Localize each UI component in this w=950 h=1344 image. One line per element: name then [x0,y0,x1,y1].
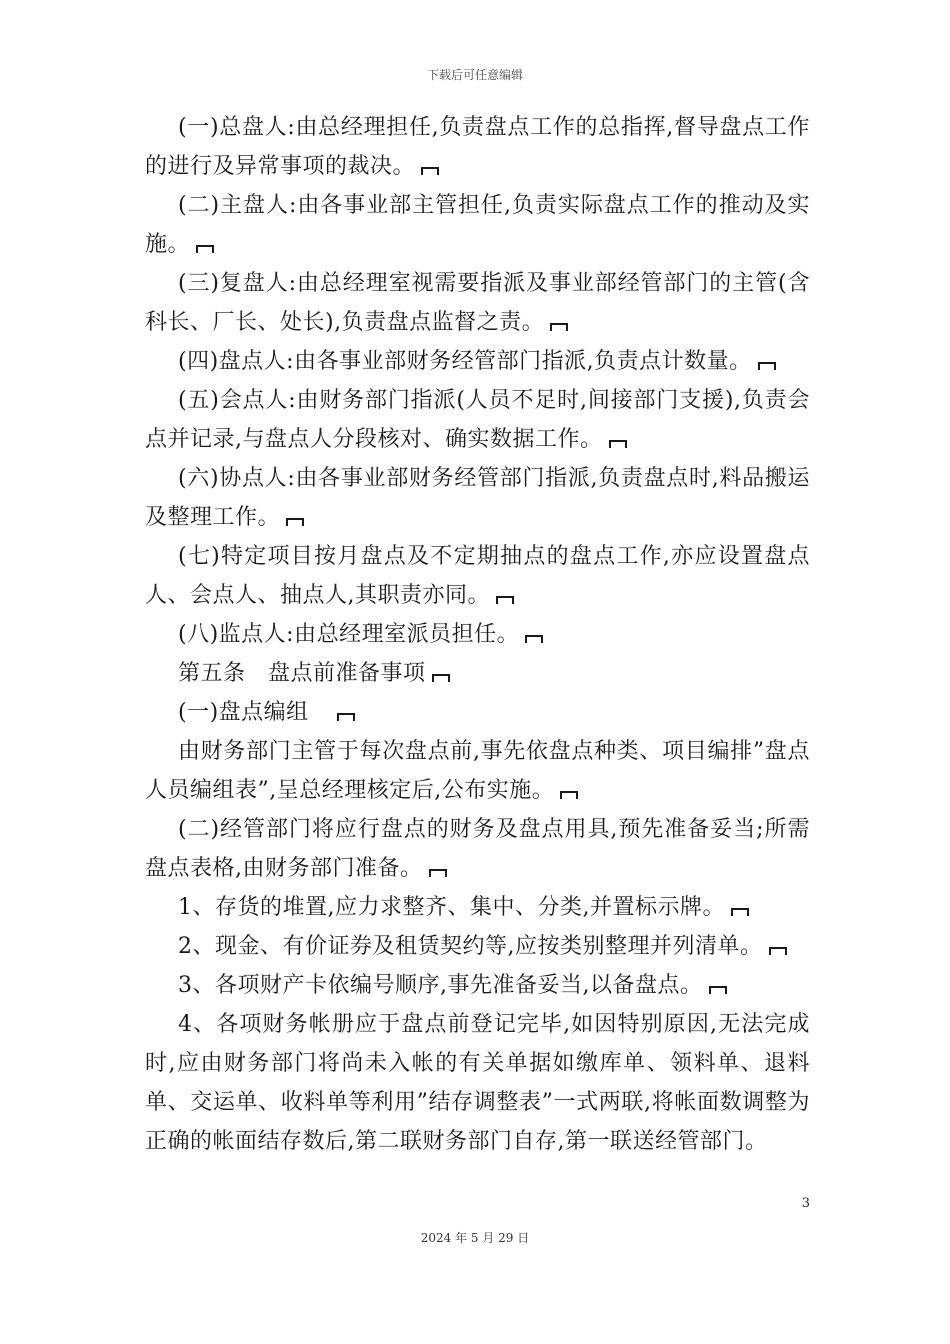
paragraph: (五)会点人:由财务部门指派(人员不足时,间接部门支援),负责会点并记录,与盘点人分段核对、确实数据工作。 [145,388,810,452]
section-heading: 第五条 盘点前准备事项 [145,654,810,693]
paragraph: (六)协点人:由各事业部财务经管部门指派,负责盘点时,料品搬运及整理工作。 [145,466,810,530]
list-item: 3、各项财产卡依编号顺序,事先准备妥当,以备盘点。 [145,966,810,1005]
paragraph-mark-icon [758,362,776,370]
paragraph-mark-icon [421,167,439,175]
list-item: 1、存货的堆置,应力求整齐、集中、分类,并置标示牌。 [145,888,810,927]
paragraph-mark-icon [496,596,514,604]
paragraph: (二)主盘人:由各事业部主管担任,负责实际盘点工作的推动及实施。 [145,193,810,257]
paragraph-mark-icon [429,869,447,877]
paragraph: (一)总盘人:由总经理担任,负责盘点工作的总指挥,督导盘点工作的进行及异常事项的裁决。 [145,115,810,179]
paragraph-mark-icon [731,908,749,916]
page-header: 下载后可任意编辑 [426,68,523,82]
page-footer-date: 2024 年 5 月 29 日 [420,1231,530,1245]
paragraph-mark-icon [769,947,787,955]
paragraph-mark-icon [560,791,578,799]
paragraph: (八)监点人:由总经理室派员担任。 [145,615,810,654]
paragraph-mark-icon [550,323,568,331]
paragraph-mark-icon [196,245,214,253]
paragraph: 由财务部门主管于每次盘点前,事先依盘点种类、项目编排”盘点人员编组表”,呈总经理核定后,公布实施。 [145,739,810,803]
paragraph-mark-icon [286,518,304,526]
list-item: 2、现金、有价证券及租赁契约等,应按类别整理并列清单。 [145,927,810,966]
document-body [145,108,810,1161]
paragraph: (四)盘点人:由各事业部财务经管部门指派,负责点计数量。 [145,342,810,381]
paragraph: (二)经管部门将应行盘点的财务及盘点用具,预先准备妥当;所需盘点表格,由财务部门准备。 [145,817,810,881]
paragraph-mark-icon [609,440,627,448]
paragraph: (一)盘点编组 [145,693,810,732]
paragraph: (七)特定项目按月盘点及不定期抽点的盘点工作,亦应设置盘点人、会点人、抽点人,其职责亦同。 [145,544,810,608]
paragraph: (三)复盘人:由总经理室视需要指派及事业部经管部门的主管(含科长、厂长、处长),负责盘点监督之责。 [145,271,810,335]
page-number: 3 [801,1196,810,1211]
list-item: 4、各项财务帐册应于盘点前登记完毕,如因特别原因,无法完成时,应由财务部门将尚未入帐的有关单据如缴库单、领料单、退料单、交运单、收料单等利用”结存调整表”一式两联,将帐面数调整为正确的帐面结存数后,第二联财务部门自存,第一联送经管部门。 [145,1012,810,1154]
paragraph-mark-icon [709,986,727,994]
paragraph-mark-icon [337,713,355,721]
paragraph-mark-icon [432,674,450,682]
paragraph-mark-icon [525,635,543,643]
